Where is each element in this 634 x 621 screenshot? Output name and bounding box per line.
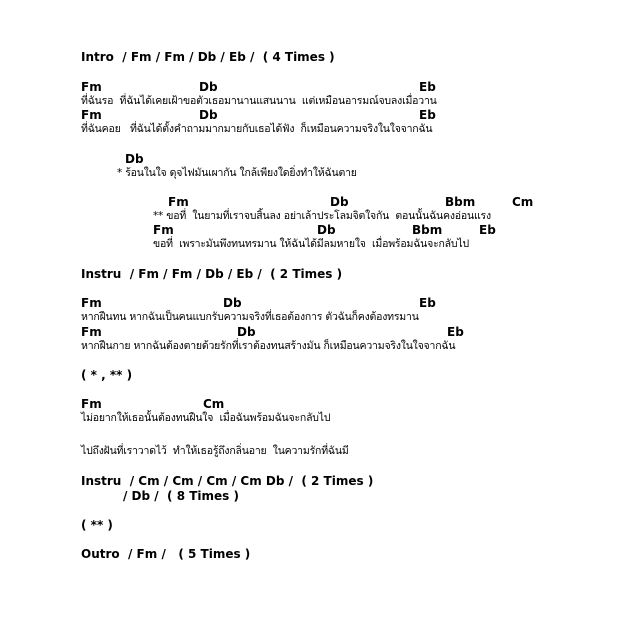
lyric-line: ** ขอที่ ในยามที่เราจบสิ้นลง อย่าเล้าประโลมจิตใจกัน ตอนนั้นฉันคงอ่อนแรง — [153, 210, 491, 222]
lyric-line: หากฝืนกาย หากฉันต้องตายด้วยรักที่เราต้องทนสร้างมัน ก็เหมือนความจริงในใจจากฉัน — [81, 340, 456, 352]
lyric-line: ขอที่ เพราะมันพึงทนทรมาน ให้ฉันได้มีลมหายใจ เมื่อพร้อมฉันจะกลับไป — [153, 238, 469, 250]
outro-line: Outro / Fm / ( 5 Times ) — [81, 547, 251, 561]
lyric-line: ไปถึงฝันที่เราวาดไว้ ทำให้เธอรู้ถึงกลิ่นอาย ในความรักที่ฉันมี — [81, 445, 349, 457]
chord: Db — [317, 223, 336, 237]
chord: Fm — [153, 223, 174, 237]
instru-line: Instru / Fm / Fm / Db / Eb / ( 2 Times ) — [81, 267, 343, 281]
chord: Fm — [81, 296, 102, 310]
chord: Db — [125, 152, 144, 166]
chord: Eb — [419, 108, 436, 122]
intro-line: Intro / Fm / Fm / Db / Eb / ( 4 Times ) — [81, 50, 335, 64]
chord: Fm — [168, 195, 189, 209]
chord: Db — [330, 195, 349, 209]
lyric-line: หากฝืนทน หากฉันเป็นคนแบกรับความจริงที่เธอต้องการ ตัวฉันก็คงต้องทรมาน — [81, 311, 419, 323]
repeat-marker: ( ** ) — [81, 518, 113, 532]
lyric-line: ไม่อยากให้เธอนั้นต้องทนฝืนใจ เมื่อฉันพร้อมฉันจะกลับไป — [81, 412, 331, 424]
lyric-line: ที่ฉันรอ ที่ฉันได้เคยเฝ้าขอตัวเธอมานานแสนนาน แต่เหมือนอารมณ์จบลงเมื่อวาน — [81, 95, 437, 107]
chord: Cm — [203, 397, 225, 411]
chord: Fm — [81, 80, 102, 94]
chord: Db — [199, 108, 218, 122]
chord: Eb — [479, 223, 496, 237]
instru-line: / Db / ( 8 Times ) — [123, 489, 239, 503]
lyric-line: ที่ฉันคอย ที่ฉันได้ตั้งคำถามมากมายกับเธอได้ฟัง ก็เหมือนความจริงในใจจากฉัน — [81, 123, 433, 135]
chord: Db — [199, 80, 218, 94]
repeat-marker: ( * , ** ) — [81, 368, 133, 382]
chord: Db — [237, 325, 256, 339]
lyric-line: * ร้อนในใจ ดุจไฟมันเผากัน ใกล้เพียงใดยิ่งทำให้ฉันตาย — [117, 167, 357, 179]
chord: Db — [223, 296, 242, 310]
chord: Fm — [81, 108, 102, 122]
chord: Eb — [419, 296, 436, 310]
chord: Eb — [419, 80, 436, 94]
chord: Bbm — [445, 195, 476, 209]
chord: Fm — [81, 397, 102, 411]
chord: Fm — [81, 325, 102, 339]
chord: Eb — [447, 325, 464, 339]
chord: Cm — [512, 195, 534, 209]
instru-line: Instru / Cm / Cm / Cm / Cm Db / ( 2 Times ) — [81, 474, 374, 488]
chord: Bbm — [412, 223, 443, 237]
